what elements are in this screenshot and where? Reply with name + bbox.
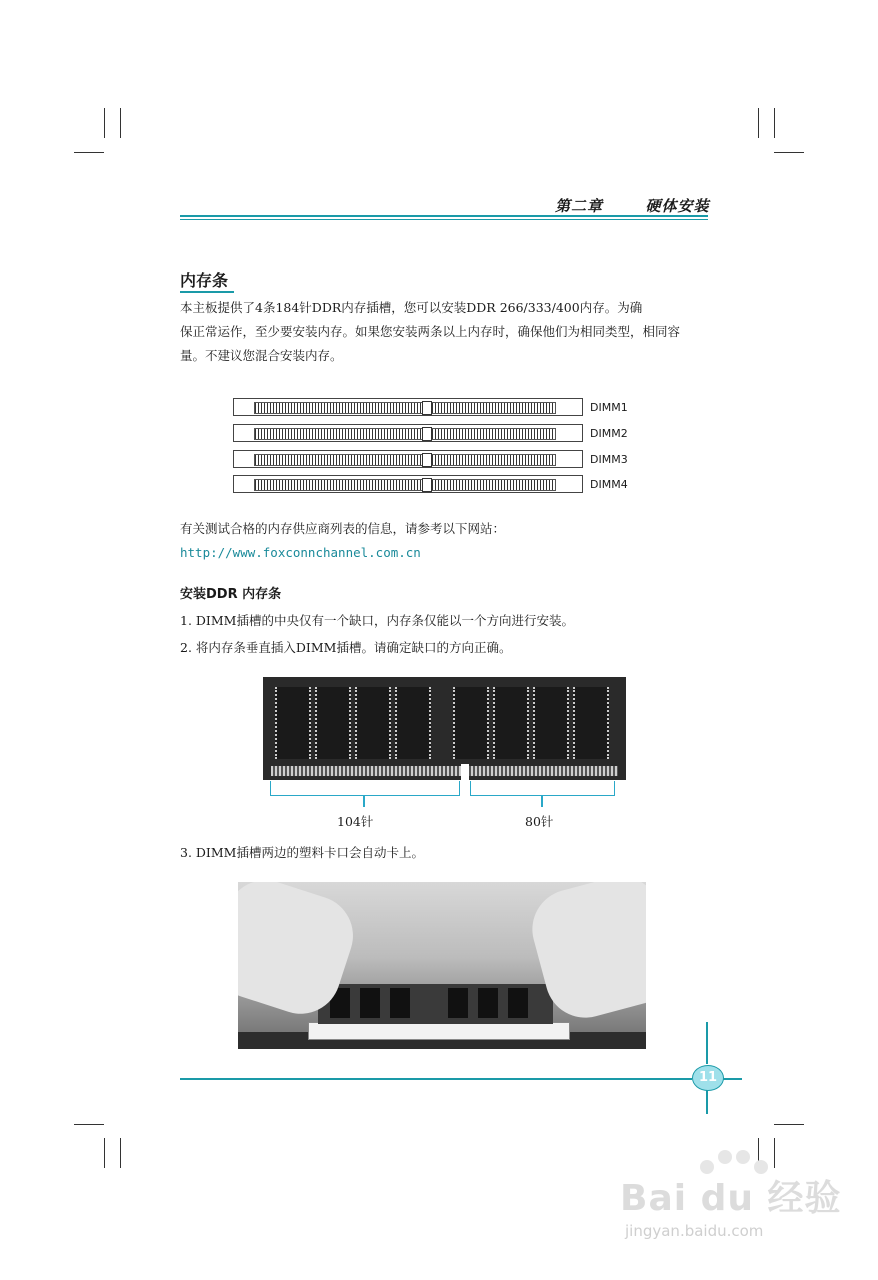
footer-rule	[722, 1078, 742, 1080]
install-title: 安装DDR 内存条	[180, 587, 282, 602]
footer-rule-vertical	[706, 1090, 708, 1114]
bracket-tick	[541, 795, 543, 807]
chapter-number: 第二章	[555, 197, 604, 215]
crop-mark	[120, 108, 121, 138]
section-title-underline	[180, 291, 234, 293]
section-title: 内存条	[180, 271, 229, 290]
pin-bracket-right	[470, 781, 615, 796]
intro-line: 保正常运作，至少要安装内存。如果您安装两条以上内存时，确保他们为相同类型，相同容	[180, 324, 681, 339]
pin-count-label: 80针	[525, 814, 554, 829]
watermark-logo: Bai du 经验	[620, 1178, 842, 1219]
dimm-label: DIMM2	[590, 427, 628, 440]
header-rule-thin	[180, 219, 708, 220]
install-photo	[238, 882, 646, 1049]
dimm-slot	[233, 424, 583, 442]
crop-mark	[758, 108, 759, 138]
pin-bracket-left	[270, 781, 460, 796]
intro-line: 量。不建议您混合安装内存。	[180, 348, 343, 363]
dimm-label: DIMM1	[590, 401, 628, 414]
pin-count-label: 104针	[337, 814, 374, 829]
header-rule	[180, 215, 708, 217]
dimm-slot	[233, 475, 583, 493]
crop-mark	[104, 108, 105, 138]
crop-mark	[120, 1138, 121, 1168]
install-step: 3. DIMM插槽两边的塑料卡口会自动卡上。	[180, 845, 424, 860]
chapter-title: 硬体安装	[645, 197, 710, 215]
dimm-slot	[233, 398, 583, 416]
bracket-tick	[363, 795, 365, 807]
install-step: 1. DIMM插槽的中央仅有一个缺口，内存条仅能以一个方向进行安装。	[180, 613, 574, 628]
crop-mark	[774, 1124, 804, 1125]
footer-rule	[180, 1078, 692, 1080]
crop-mark	[74, 152, 104, 153]
crop-mark	[104, 1138, 105, 1168]
crop-mark	[774, 1138, 775, 1168]
chapter-header	[555, 195, 710, 216]
crop-mark	[774, 152, 804, 153]
vendor-text: 有关测试合格的内存供应商列表的信息，请参考以下网站：	[180, 521, 506, 536]
dimm-label: DIMM4	[590, 478, 628, 491]
page-number: 11	[692, 1065, 724, 1091]
crop-mark	[74, 1124, 104, 1125]
vendor-url-link[interactable]: http://www.foxconnchannel.com.cn	[180, 545, 421, 560]
dimm-slot	[233, 450, 583, 468]
dimm-label: DIMM3	[590, 453, 628, 466]
footer-rule-vertical	[706, 1022, 708, 1064]
intro-line: 本主板提供了4条184针DDR内存插槽，您可以安装DDR 266/333/400内存。为确	[180, 300, 643, 315]
install-step: 2. 将内存条垂直插入DIMM插槽。请确定缺口的方向正确。	[180, 640, 512, 655]
watermark-url: jingyan.baidu.com	[625, 1222, 764, 1240]
memory-module-image	[263, 677, 626, 780]
crop-mark	[774, 108, 775, 138]
